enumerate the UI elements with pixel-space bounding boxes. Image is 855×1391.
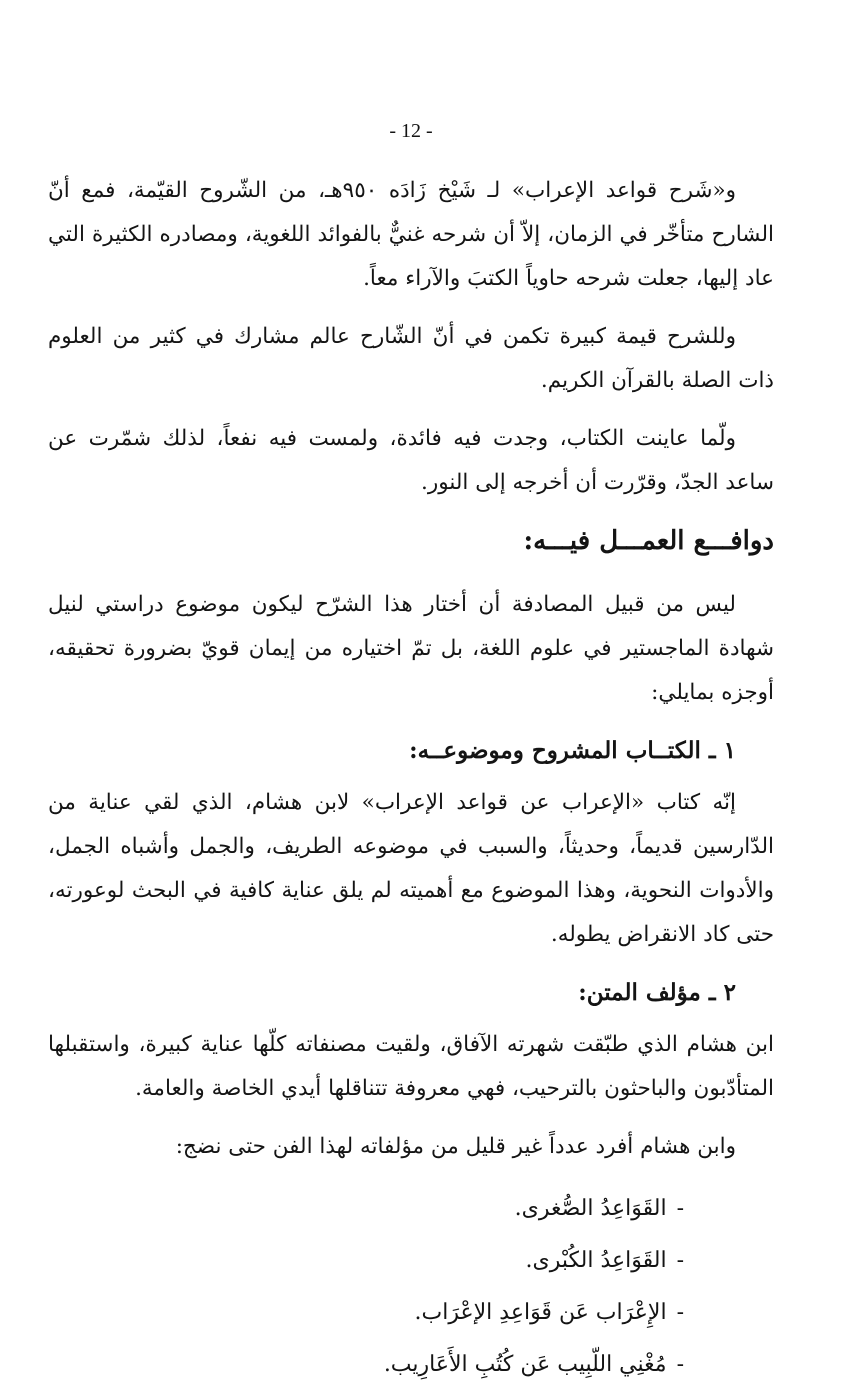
work-title: القَوَاعِدُ الكُبْرى. xyxy=(525,1248,667,1273)
intro-paragraph-1: و«شَرح قواعد الإعراب» لـ شَيْخ زَادَه ٩٥٠هـ، من الشّروح القيّمة، فمع أنّ الشارح متأخّر في الزمان، إلاّ أن شرحه غنيٌّ بالفوائد اللغوية، ومصادره الكثيرة التي عاد إليها، جعلت شرحه حاوياً الكتبَ والآراء معاً. xyxy=(48,178,774,291)
list-item xyxy=(48,1183,684,1235)
list-dash: - xyxy=(676,1196,684,1221)
subsection-1-paragraph: إنّه كتاب «الإعراب عن قواعد الإعراب» لابن هشام، الذي لقي عناية من الدّارسين قديماً، وحديثاً، والسبب في موضوعه الطريف، والجمل وأشباه الجمل، والأدوات النحوية، وهذا الموضوع مع أهميته لم يلق عناية كافية في البحث لوعورته، حتى كاد الانقراض يطوله. xyxy=(48,790,774,947)
subsection-2-heading: ٢ ـ مؤلف المتن: xyxy=(578,979,736,1006)
section-intro-paragraph: ليس من قبيل المصادفة أن أختار هذا الشرّح ليكون موضوع دراستي لنيل شهادة الماجستير في علوم اللغة، بل تمّ اختياره من إيمان قويّ بضرورة تحقيقه، أوجزه بمايلي: xyxy=(48,592,774,705)
intro-paragraph-2: وللشرح قيمة كبيرة تكمن في أنّ الشّارح عالم مشارك في كثير من العلوم ذات الصلة بالقرآن الكريم. xyxy=(48,324,774,393)
intro-paragraph-3: ولّما عاينت الكتاب، وجدت فيه فائدة، ولمست فيه نفعاً، لذلك شمّرت عن ساعد الجدّ، وقرّرت أن أخرجه إلى النور. xyxy=(48,426,774,495)
list-dash: - xyxy=(676,1352,684,1377)
list-item xyxy=(48,1287,684,1339)
list-item xyxy=(48,1339,684,1391)
document-page xyxy=(48,120,774,1391)
section-heading: دوافـــع العمـــل فيـــه: xyxy=(523,526,774,556)
list-dash: - xyxy=(676,1248,684,1273)
page-number: - 12 - xyxy=(389,120,433,142)
subsection-2-paragraph: ابن هشام الذي طبّقت شهرته الآفاق، ولقيت مصنفاته كلّها عناية كبيرة، واستقبلها المتأدّبون والباحثون بالترحيب، فهي معروفة تتناقلها أيدي الخاصة والعامة. xyxy=(48,1032,774,1101)
work-title: مُغْنِي اللّبِيب عَن كُتُبِ الأَعَارِيب. xyxy=(383,1352,667,1377)
list-dash: - xyxy=(676,1300,684,1325)
works-intro-paragraph: وابن هشام أفرد عدداً غير قليل من مؤلفاته لهذا الفن حتى نضج: xyxy=(175,1134,736,1159)
subsection-1-heading: ١ ـ الكتــاب المشروح وموضوعــه: xyxy=(409,737,736,764)
list-item xyxy=(48,1235,684,1287)
work-title: الإِعْرَاب عَن قَوَاعِدِ الإعْرَاب. xyxy=(414,1300,667,1325)
works-list xyxy=(48,1183,774,1391)
work-title: القَوَاعِدُ الصُّغرى. xyxy=(514,1196,667,1221)
